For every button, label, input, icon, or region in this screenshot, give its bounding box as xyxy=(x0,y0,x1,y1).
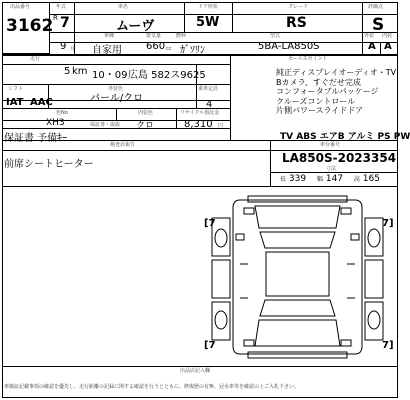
length-value: 339 xyxy=(288,174,307,184)
color-code-value: XH3 xyxy=(46,118,65,128)
equipment-item: PW xyxy=(393,132,410,142)
height-value: 165 xyxy=(362,174,380,184)
fuel-label: 燃料 xyxy=(176,33,187,39)
chassis-number: LA850S-2023354 xyxy=(282,151,397,165)
width-value: 147 xyxy=(325,174,344,184)
color-value: パール/クロ xyxy=(90,93,144,104)
doors-value: 5W xyxy=(196,15,220,30)
interior-label: 内装 xyxy=(382,33,393,39)
year-label: 年式 xyxy=(56,4,67,10)
car-name-label: 車名 xyxy=(118,4,129,10)
shift-label: シフト xyxy=(8,86,24,92)
interior-color-value: クロ xyxy=(136,121,155,131)
doors-label: ドア形状 xyxy=(198,4,218,10)
model-code: 5BA-LA850S xyxy=(258,41,320,52)
plate-value: 広島 582ス9625 xyxy=(128,70,206,81)
mileage-unit: km xyxy=(72,66,88,77)
month-value: 9 xyxy=(60,41,67,52)
footer-label: 出品店記入欄 xyxy=(180,368,211,374)
equipment-item: アルミ xyxy=(347,132,375,142)
displacement-value: 660 xyxy=(146,41,166,52)
chassis-label: 車台番号 xyxy=(320,142,341,148)
feature-line: 片側パワースライドドア xyxy=(276,106,364,115)
damage-rear-right: 7] xyxy=(382,340,394,351)
feature-line: 純正ディスプレイオーディオ・TV xyxy=(276,68,397,77)
feature-line: コンフォータブルパッケージ xyxy=(276,87,379,96)
displacement-unit: cc xyxy=(166,46,172,52)
equipment-list xyxy=(280,129,410,142)
equipment-item: PS xyxy=(377,132,391,142)
recycle-value: 8,310 xyxy=(184,119,213,130)
fuel-value: ｶﾞｿﾘﾝ xyxy=(180,45,205,56)
recycle-label: リサイクル預託金 xyxy=(180,110,220,116)
usage-value: 自家用 xyxy=(92,45,122,56)
size-label: 寸法 xyxy=(326,166,337,172)
mileage-value: 5 xyxy=(64,66,71,77)
damage-front-right: 7] xyxy=(382,218,394,229)
transmission-value: IAT xyxy=(6,97,24,108)
grade-value: RS xyxy=(286,15,307,31)
warranty-value: 保証書 予備ｷｰ xyxy=(4,133,68,144)
color-code-label: 色No xyxy=(56,110,68,116)
exterior-label: 外装 xyxy=(364,33,375,39)
recycle-unit: 円 xyxy=(218,123,224,129)
lot-label: 出品番号 xyxy=(10,4,31,10)
ac-value: AAC xyxy=(30,97,53,108)
month-unit: 月 xyxy=(70,46,76,52)
capacity-label: 乗車定員 xyxy=(198,86,219,92)
displacement-label: 排気量 xyxy=(146,33,162,39)
feature-line: クルーズコントロール xyxy=(276,96,356,106)
exterior-grade: A xyxy=(368,41,376,52)
feature-line: Bカメラ、すぐだせ完成 xyxy=(276,77,361,87)
capacity-value: 4 xyxy=(206,99,213,110)
usage-label: 車種 xyxy=(104,33,115,39)
year-prefix: R xyxy=(53,14,58,22)
width-label: 幅 xyxy=(316,176,323,183)
grade-label: グレード xyxy=(288,4,309,10)
warranty-label: 保証書・取説 xyxy=(90,122,121,128)
feature-list xyxy=(276,68,396,116)
score-label: 評価点 xyxy=(368,4,384,10)
equipment-item: ABS xyxy=(296,132,317,142)
footer-text: 車検証記載事項の確認を優先し、走行距離の記録に関する確認を行うとともに、修復歴の有無、冠水車等を確認の上ご入札下さい。 xyxy=(4,384,300,390)
type-label: 型式 xyxy=(270,33,281,39)
notes-label: 検査員報告 xyxy=(110,142,136,148)
dimensions xyxy=(280,174,380,184)
equipment-item: TV xyxy=(280,132,294,142)
mileage-label: 走行 xyxy=(30,56,41,62)
car-name: ムーヴ xyxy=(116,19,155,34)
lot-number: 3162 xyxy=(6,16,54,36)
damage-rear-left: [7 xyxy=(204,340,216,351)
interior-grade: A xyxy=(384,41,392,52)
height-label: 高 xyxy=(353,176,360,183)
equipment-item: エアB xyxy=(319,132,345,142)
color-label: 外装色 xyxy=(108,86,124,92)
notes-text: 前席シートヒーター xyxy=(4,159,94,170)
features-label: セールスポイント xyxy=(288,56,328,62)
length-label: 長 xyxy=(280,176,287,183)
interior-color-label: 内装色 xyxy=(138,110,154,116)
inspection-value: 10・09 xyxy=(92,70,128,81)
score-value: S xyxy=(372,15,385,35)
year-value: 7 xyxy=(60,15,70,31)
damage-front-left: [7 xyxy=(204,218,216,229)
car-damage-diagram xyxy=(200,188,398,366)
